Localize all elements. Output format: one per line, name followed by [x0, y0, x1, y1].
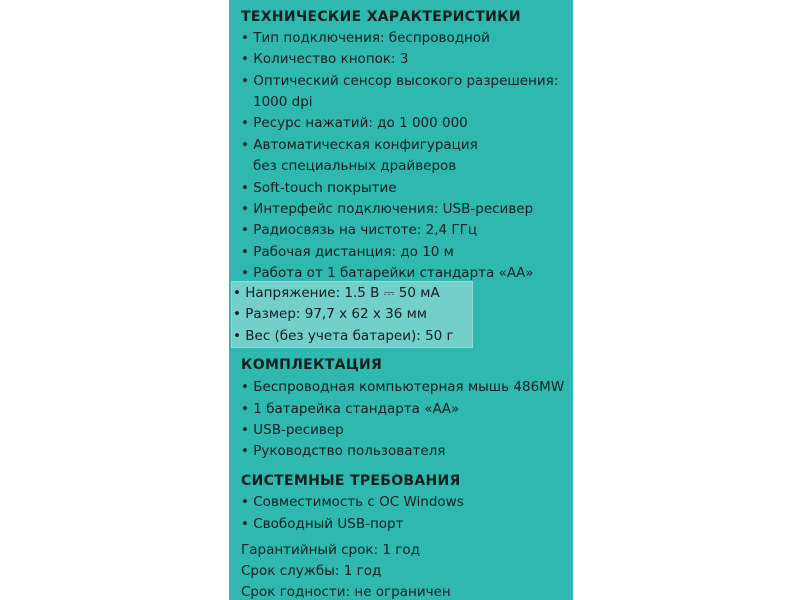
sticker-item: • Размер: 97,7 х 62 х 36 мм — [233, 306, 427, 322]
spec-item-continuation: 1000 dpi — [253, 94, 313, 110]
spec-item: • Автоматическая конфигурация — [241, 137, 478, 153]
spec-item: • Ресурс нажатий: до 1 000 000 — [241, 115, 468, 131]
package-item: • Руководство пользователя — [241, 443, 446, 459]
spec-item: • Количество кнопок: 3 — [241, 51, 409, 67]
service-life: Срок службы: 1 год — [241, 563, 382, 579]
package-item: • 1 батарейка стандарта «АА» — [241, 401, 460, 417]
requirements-title: СИСТЕМНЫЕ ТРЕБОВАНИЯ — [241, 473, 461, 489]
package-item: • Беспроводная компьютерная мышь 486MW — [241, 379, 565, 395]
spec-label-panel — [229, 0, 573, 600]
requirement-item: • Совместимость с ОС Windows — [241, 494, 464, 510]
spec-item: • Радиосвязь на чистоте: 2,4 ГГц — [241, 222, 478, 238]
spec-item: • Soft-touch покрытие — [241, 180, 397, 196]
package-item: • USB-ресивер — [241, 422, 344, 438]
sticker-item: • Напряжение: 1.5 В ⎓ 50 мА — [233, 285, 440, 301]
spec-item: • Интерфейс подключения: USB-ресивер — [241, 201, 534, 217]
shelf-life: Срок годности: не ограничен — [241, 584, 451, 600]
spec-item-continuation: без специальных драйверов — [253, 158, 457, 174]
warranty-term: Гарантийный срок: 1 год — [241, 542, 420, 558]
specs-title: ТЕХНИЧЕСКИЕ ХАРАКТЕРИСТИКИ — [241, 9, 521, 25]
spec-item: • Оптический сенсор высокого разрешения: — [241, 73, 559, 89]
requirement-item: • Свободный USB-порт — [241, 516, 404, 532]
sticker-item: • Вес (без учета батареи): 50 г — [233, 328, 454, 344]
spec-item: • Рабочая дистанция: до 10 м — [241, 244, 454, 260]
spec-item: • Работа от 1 батарейки стандарта «АА» — [241, 265, 534, 281]
package-title: КОМПЛЕКТАЦИЯ — [241, 357, 383, 373]
spec-item: • Тип подключения: беспроводной — [241, 30, 490, 46]
